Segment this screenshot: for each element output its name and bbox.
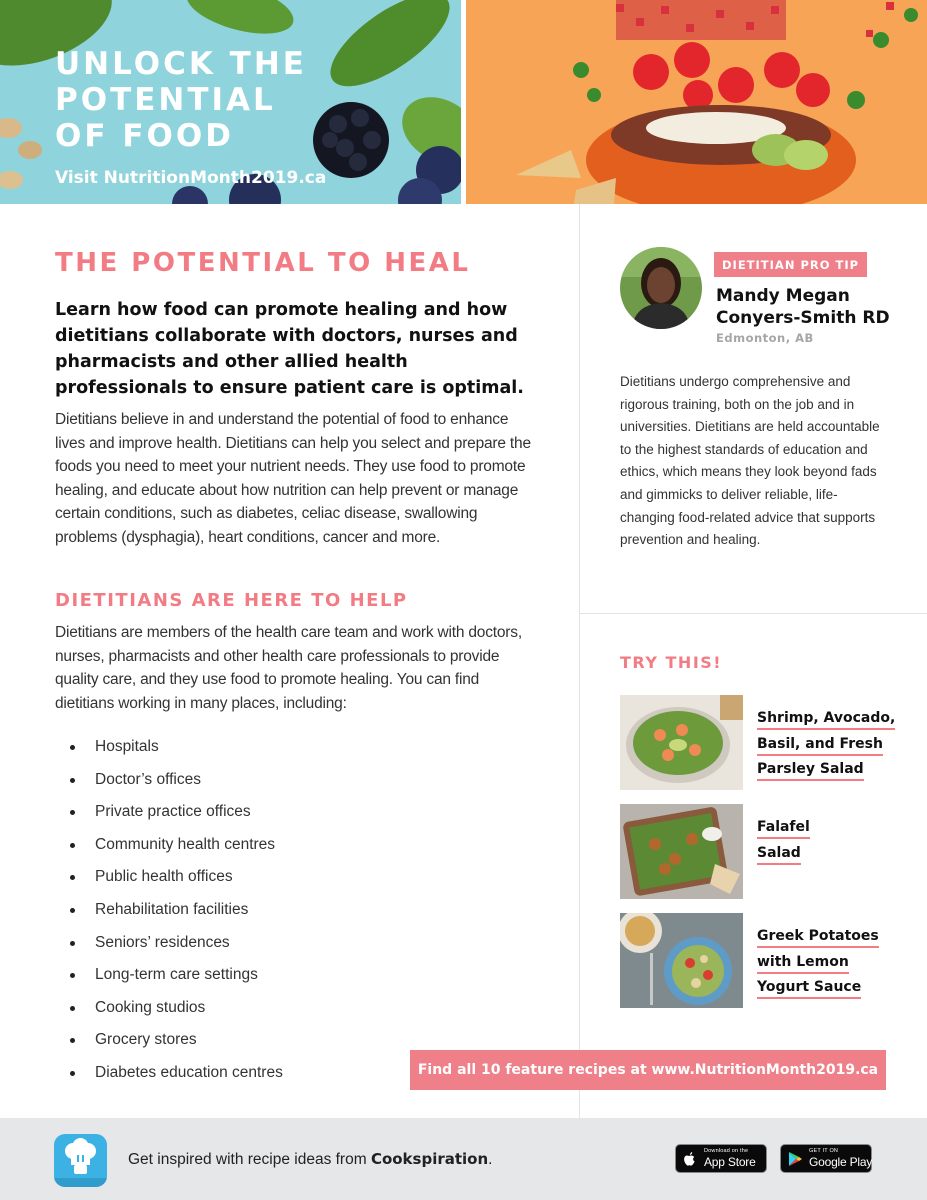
try-this-heading: TRY THIS! (620, 653, 723, 672)
section-heading-here-to-help: DIETITIANS ARE HERE TO HELP (55, 590, 408, 611)
hero-left-panel (0, 0, 461, 204)
body-paragraph-2: Dietitians are members of the health care team and work with doctors, nurses, pharmacists and other health care professionals to provide quality care, and they use food to promote healing. You can find dietitians working in many places, including: (55, 624, 522, 712)
bullet-icon (70, 1038, 75, 1043)
list-item-text: Seniors’ residences (95, 933, 230, 951)
pro-tip-text: Dietitians undergo comprehensive and rigorous training, both on the job and in universities. Dietitians are held accountable to the highest standards of education and ethics, which means they look beyond fads and gimmicks to deliver reliable, life- changing food-related advice that supports prevention and healing. (620, 374, 880, 548)
chef-hat-lightbulb-icon (54, 1134, 107, 1187)
list-item-text: Private practice offices (95, 803, 251, 821)
hero-title (55, 46, 307, 154)
list-item (55, 861, 535, 894)
bullet-icon (70, 745, 75, 750)
shrimp-salad-photo (620, 695, 743, 790)
bullet-icon (70, 778, 75, 783)
recipe-title-line[interactable]: Greek Potatoes (757, 926, 879, 948)
bullet-icon (70, 1071, 75, 1076)
hero-title-line-1: UNLOCK THE (55, 46, 307, 82)
recipe-link-shrimp-salad[interactable] (757, 707, 917, 784)
recipe-title-line[interactable]: Parsley Salad (757, 759, 864, 781)
footer-tagline (128, 1150, 492, 1169)
bullet-icon (70, 843, 75, 848)
bullet-icon (70, 908, 75, 913)
hero-url-link[interactable]: Visit NutritionMonth2019.ca (55, 168, 327, 188)
list-item (55, 959, 535, 992)
list-item-text: Hospitals (95, 738, 159, 755)
recipe-title-line[interactable]: Basil, and Fresh (757, 734, 883, 756)
list-item-text: Rehabilitation facilities (95, 900, 249, 918)
dietitian-portrait (620, 247, 702, 329)
google-play-icon (788, 1151, 802, 1167)
hero-title-line-2: POTENTIAL (55, 82, 276, 118)
apple-icon (683, 1151, 697, 1167)
falafel-salad-photo (620, 804, 743, 899)
list-item-text: Long-term care settings (95, 966, 258, 984)
recipe-link-greek-potatoes[interactable] (757, 925, 917, 1002)
footer (0, 1118, 927, 1200)
list-item-text: Cooking studios (95, 998, 206, 1016)
dietitian-location: Edmonton, AB (716, 331, 814, 345)
app-store-big-text: App Store (704, 1155, 756, 1169)
google-play-small-text: GET IT ON (809, 1148, 839, 1154)
list-item (55, 894, 535, 927)
pro-tip-badge: DIETITIAN PRO TIP (714, 252, 867, 277)
hero-right-bowl-illustration (466, 0, 927, 204)
feature-recipes-cta[interactable]: Find all 10 feature recipes at www.NutritionMonth2019.ca (410, 1050, 886, 1090)
recipe-title-line[interactable]: Salad (757, 843, 801, 865)
dietitian-name (716, 285, 890, 329)
cookspiration-brand[interactable]: Cookspiration (370, 1150, 489, 1168)
hero-right-panel (466, 0, 927, 204)
list-item-text: Community health centres (95, 835, 276, 853)
list-item (55, 927, 535, 960)
recipe-image-greek-potatoes[interactable] (620, 913, 743, 1008)
list-item-text: Grocery stores (95, 1031, 197, 1049)
dietitian-name-line-1: Mandy Megan (716, 286, 850, 306)
recipe-title-line[interactable]: Falafel (757, 817, 810, 839)
list-item-text: Diabetes education centres (95, 1063, 283, 1081)
app-store-badge[interactable] (675, 1144, 767, 1173)
list-item-text: Doctor’s offices (95, 770, 201, 788)
bullet-icon (70, 941, 75, 946)
dietitian-name-line-2: Conyers-Smith RD (716, 308, 890, 328)
recipe-title-line[interactable]: Yogurt Sauce (757, 977, 861, 999)
section-heading-potential-to-heal: THE POTENTIAL TO HEAL (55, 248, 471, 278)
recipe-title-line[interactable]: Shrimp, Avocado, (757, 708, 895, 730)
main-column (55, 248, 535, 1090)
recipe-link-falafel-salad[interactable] (757, 816, 917, 867)
workplace-list (55, 731, 535, 1090)
dietitian-avatar (620, 247, 702, 329)
recipe-title-line[interactable]: with Lemon (757, 952, 849, 974)
recipe-image-shrimp-salad[interactable] (620, 695, 743, 790)
list-item-text: Public health offices (95, 868, 233, 886)
footer-tagline-period: . (488, 1151, 493, 1168)
recipe-image-falafel-salad[interactable] (620, 804, 743, 899)
app-store-small-text: Download on the (704, 1148, 749, 1154)
lede-paragraph: Learn how food can promote healing and how dietitians collaborate with doctors, nurses and pharmacists and other allied health professionals to ensure patient care is optimal. (55, 300, 524, 398)
greek-potatoes-photo (620, 913, 743, 1008)
hero-banner (0, 0, 927, 204)
body-paragraph-1: Dietitians believe in and understand the potential of food to enhance lives and improve health. Dietitians can help you select and prepare the foods you need to meet your nutrient needs. They use food to promote healing, and educate about how nutrition can help prevent or manage certain conditions, such as diabetes, celiac disease, swallowing problems (dysphagia), heart conditions, cancer and more. (55, 411, 531, 546)
bullet-icon (70, 1006, 75, 1011)
cookspiration-app-icon[interactable] (54, 1134, 107, 1187)
bullet-icon (70, 875, 75, 880)
footer-tagline-text: Get inspired with recipe ideas from (128, 1151, 371, 1168)
bullet-icon (70, 973, 75, 978)
sidebar-divider (580, 613, 927, 614)
list-item (55, 796, 535, 829)
list-item (55, 829, 535, 862)
list-item (55, 731, 535, 764)
list-item (55, 764, 535, 797)
column-divider (579, 204, 580, 1118)
bullet-icon (70, 810, 75, 815)
google-play-badge[interactable] (780, 1144, 872, 1173)
list-item (55, 992, 535, 1025)
google-play-big-text: Google Play (809, 1155, 873, 1169)
hero-title-line-3: OF FOOD (55, 118, 234, 154)
